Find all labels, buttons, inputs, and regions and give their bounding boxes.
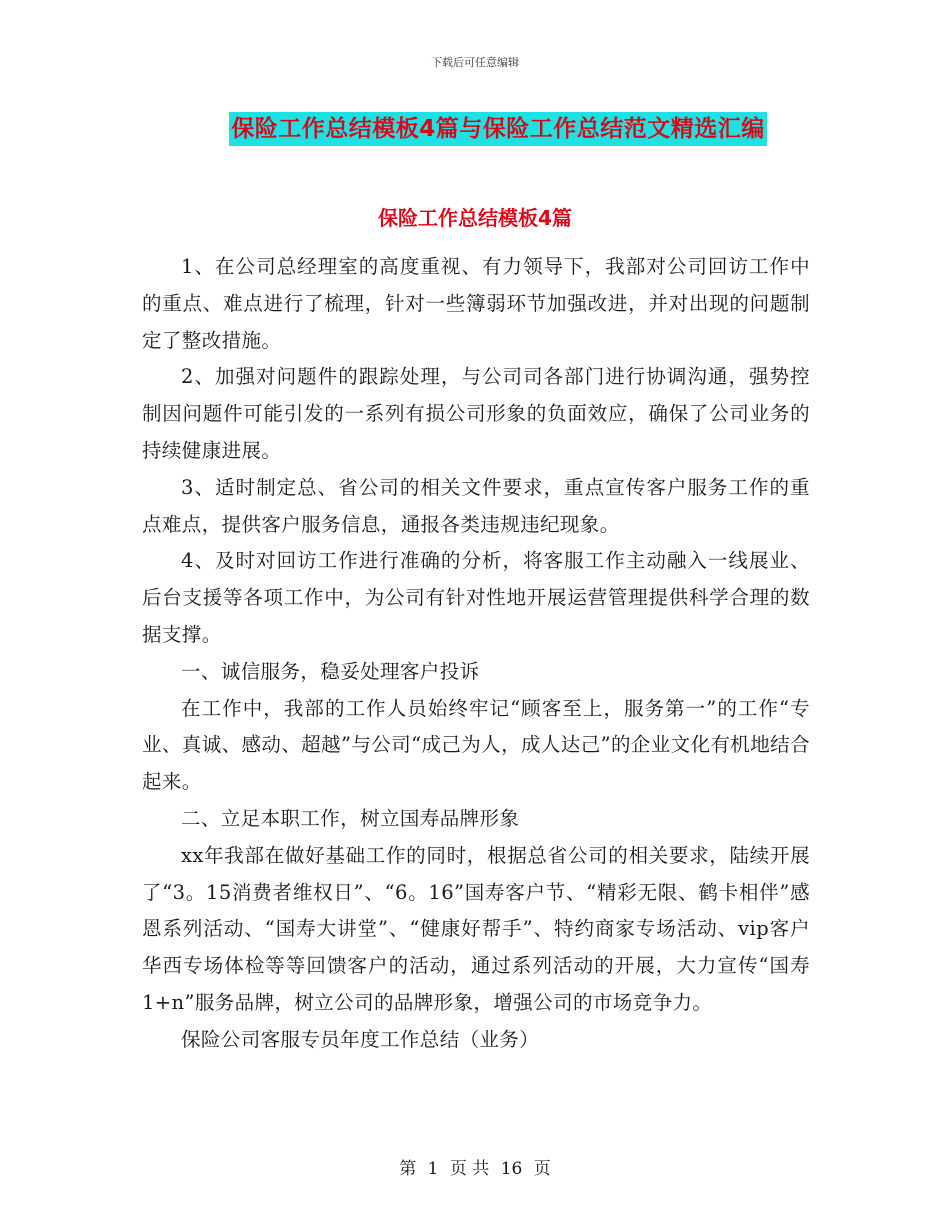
footer-page-number: 1	[427, 1159, 439, 1179]
footer-prefix: 第	[399, 1159, 417, 1179]
section-title: 保险工作总结模板4篇	[378, 206, 572, 230]
paragraph-2: 2、加强对问题件的跟踪处理，与公司司各部门进行协调沟通，强势控制因问题件可能引发的一系列有损公司形象的负面效应，确保了公司业务的持续健康进展。	[142, 365, 810, 462]
footer-total-pages: 16	[500, 1159, 523, 1179]
paragraph-3: 3、适时制定总、省公司的相关文件要求，重点宣传客户服务工作的重点难点，提供客户服务信息，通报各类违规违纪现象。	[142, 475, 810, 536]
heading-integrity-service: 一、诚信服务，稳妥处理客户投诉	[181, 659, 480, 683]
paragraph-6: xx年我部在做好基础工作的同时，根据总省公司的相关要求，陆续开展了“3。15消费者维权日”、“6。16”国寿客户节、“精彩无限、鹤卡相伴”感恩系列活动、“国寿大讲堂”、“健康好帮手”、特约商家专场活动、vip客户华西专场体检等等回馈客户的活动，通过系列活动的开展，大力宣传“国寿1+n”服务品牌，树立公司的品牌形象，增强公司的市场竞争力。	[142, 843, 810, 1014]
header-note: 下载后可任意编辑	[431, 56, 519, 69]
main-title: 保险工作总结模板4篇与保险工作总结范文精选汇编	[229, 112, 767, 146]
paragraph-5: 在工作中，我部的工作人员始终牢记“顾客至上，服务第一”的工作“专业、真诚、感动、超越”与公司“成己为人，成人达己”的企业文化有机地结合起来。	[142, 696, 810, 794]
paragraph-4: 4、及时对回访工作进行准确的分析，将客服工作主动融入一线展业、后台支援等各项工作中，为公司有针对性地开展运营管理提供科学合理的数据支撑。	[142, 549, 810, 646]
footer-middle: 页 共	[449, 1159, 490, 1179]
main-title-wrap	[0, 112, 950, 146]
paragraph-7: 保险公司客服专员年度工作总结（业务）	[181, 1027, 540, 1051]
page-footer	[0, 1154, 950, 1179]
document-body	[142, 249, 810, 1059]
paragraph-1: 1、在公司总经理室的高度重视、有力领导下，我部对公司回访工作中的重点、难点进行了梳理，针对一些簿弱环节加强改进，并对出现的问题制定了整改措施。	[142, 255, 810, 352]
footer-suffix: 页	[533, 1159, 551, 1179]
heading-brand-image: 二、立足本职工作，树立国寿品牌形象	[181, 806, 520, 830]
